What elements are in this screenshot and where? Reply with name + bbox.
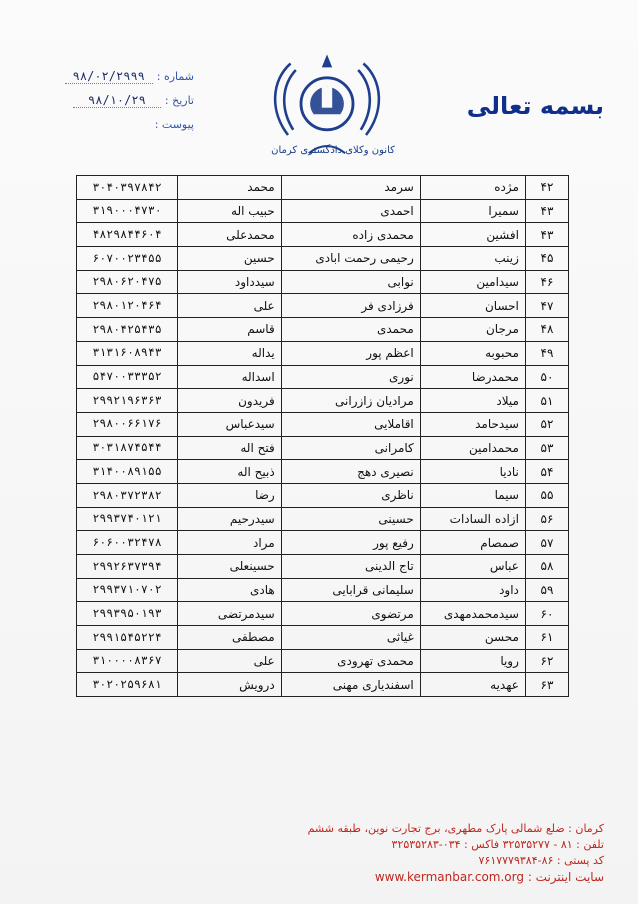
members-table-body xyxy=(77,176,569,697)
footer-address: کرمان : ضلع شمالی پارک مطهری، برج تجارت نوین، طبقه ششم xyxy=(307,821,604,835)
cell-id: ۶۰۷۰۰۲۳۴۵۵ xyxy=(77,247,178,271)
cell-last: نوابی xyxy=(281,270,420,294)
cell-id: ۴۸۲۹۸۴۴۶۰۴ xyxy=(77,223,178,247)
table-row xyxy=(77,436,569,460)
table-row xyxy=(77,649,569,673)
number-label: شماره : xyxy=(156,69,194,83)
table-row xyxy=(77,389,569,413)
cell-last: رحیمی رحمت ابادی xyxy=(281,247,420,271)
footer-site-url: www.kermanbar.com.org xyxy=(374,869,524,884)
table-row xyxy=(77,483,569,507)
table-row xyxy=(77,531,569,555)
cell-id: ۲۹۸۰۳۷۲۳۸۲ xyxy=(77,483,178,507)
table-row xyxy=(77,199,569,223)
cell-father: سیدعباس xyxy=(178,412,282,436)
cell-father: علی xyxy=(178,649,282,673)
number-row xyxy=(34,64,194,88)
cell-first: افشین xyxy=(420,223,525,247)
cell-first: محبوبه xyxy=(420,341,525,365)
cell-last: رفیع پور xyxy=(281,531,420,555)
cell-index: ۴۳ xyxy=(525,223,568,247)
table-row xyxy=(77,318,569,342)
cell-father: علی xyxy=(178,294,282,318)
cell-index: ۴۵ xyxy=(525,247,568,271)
cell-father: درویش xyxy=(178,673,282,697)
cell-index: ۴۲ xyxy=(525,176,568,200)
date-label: تاریخ : xyxy=(164,93,194,107)
cell-father: حسین xyxy=(178,247,282,271)
cell-last: نوری xyxy=(281,365,420,389)
cell-last: فرزادی فر xyxy=(281,294,420,318)
cell-first: ازاده السادات xyxy=(420,507,525,531)
cell-father: یداله xyxy=(178,341,282,365)
cell-father: قاسم xyxy=(178,318,282,342)
cell-index: ۶۳ xyxy=(525,673,568,697)
cell-first: سیدمحمدمهدی xyxy=(420,602,525,626)
cell-last: ناظری xyxy=(281,483,420,507)
cell-index: ۶۰ xyxy=(525,602,568,626)
cell-first: صمصام xyxy=(420,531,525,555)
attachment-row xyxy=(34,112,194,136)
cell-first: مرجان xyxy=(420,318,525,342)
cell-father: فریدون xyxy=(178,389,282,413)
cell-first: سمیرا xyxy=(420,199,525,223)
cell-id: ۳۰۳۱۸۷۴۵۴۴ xyxy=(77,436,178,460)
table-row xyxy=(77,176,569,200)
cell-first: عباس xyxy=(420,555,525,579)
cell-first: عهدیه xyxy=(420,673,525,697)
cell-index: ۶۲ xyxy=(525,649,568,673)
cell-father: فتح اله xyxy=(178,436,282,460)
footer-phone-fax xyxy=(244,837,604,853)
cell-id: ۳۰۲۰۲۵۹۶۸۱ xyxy=(77,673,178,697)
cell-last: کامرانی xyxy=(281,436,420,460)
cell-last: نصیری دهج xyxy=(281,460,420,484)
cell-father: مراد xyxy=(178,531,282,555)
cell-id: ۲۹۸۰۱۲۰۴۶۴ xyxy=(77,294,178,318)
cell-id: ۲۹۹۱۵۴۵۲۲۴ xyxy=(77,626,178,650)
table-row xyxy=(77,294,569,318)
members-table xyxy=(76,175,569,697)
cell-last: حسینی xyxy=(281,507,420,531)
cell-father: محمدعلی xyxy=(178,223,282,247)
table-row xyxy=(77,673,569,697)
cell-index: ۵۹ xyxy=(525,578,568,602)
cell-father: مصطفی xyxy=(178,626,282,650)
cell-last: تاج الدینی xyxy=(281,555,420,579)
cell-index: ۵۷ xyxy=(525,531,568,555)
footer-site xyxy=(244,869,604,886)
table-row xyxy=(77,578,569,602)
cell-first: زینب xyxy=(420,247,525,271)
cell-first: رویا xyxy=(420,649,525,673)
cell-id: ۲۹۸۰۴۲۵۴۳۵ xyxy=(77,318,178,342)
cell-father: سیدرحیم xyxy=(178,507,282,531)
cell-last: اسفندیاری مهنی xyxy=(281,673,420,697)
cell-first: احسان xyxy=(420,294,525,318)
cell-father: اسداله xyxy=(178,365,282,389)
cell-id: ۲۹۹۳۹۵۰۱۹۳ xyxy=(77,602,178,626)
cell-last: سلیمانی قرابایی xyxy=(281,578,420,602)
cell-last: سرمد xyxy=(281,176,420,200)
cell-index: ۴۶ xyxy=(525,270,568,294)
table-row xyxy=(77,365,569,389)
date-value: ۹۸/۱۰/۲۹ xyxy=(73,93,161,108)
bismillah-heading: بسمه تعالی xyxy=(466,92,604,120)
cell-index: ۵۵ xyxy=(525,483,568,507)
table-row xyxy=(77,602,569,626)
table-row xyxy=(77,247,569,271)
cell-index: ۴۹ xyxy=(525,341,568,365)
cell-index: ۵۳ xyxy=(525,436,568,460)
cell-index: ۵۸ xyxy=(525,555,568,579)
cell-id: ۳۱۴۰۰۸۹۱۵۵ xyxy=(77,460,178,484)
cell-father: حبیب اله xyxy=(178,199,282,223)
cell-id: ۲۹۹۳۷۴۰۱۲۱ xyxy=(77,507,178,531)
table-row xyxy=(77,412,569,436)
cell-father: سیدمرتضی xyxy=(178,602,282,626)
cell-father: رضا xyxy=(178,483,282,507)
cell-id: ۳۱۹۰۰۰۴۷۳۰ xyxy=(77,199,178,223)
cell-id: ۳۱۰۰۰۰۸۳۶۷ xyxy=(77,649,178,673)
cell-index: ۵۴ xyxy=(525,460,568,484)
cell-last: غیاثی xyxy=(281,626,420,650)
cell-father: سیدداود xyxy=(178,270,282,294)
cell-first: میلاد xyxy=(420,389,525,413)
cell-id: ۵۴۷۰۰۳۳۳۵۲ xyxy=(77,365,178,389)
footer-site-label: سایت اینترنت : xyxy=(527,869,604,884)
cell-last: محمدی زاده xyxy=(281,223,420,247)
organization-name: کانون وکلای دادگستری کرمان xyxy=(271,145,395,156)
cell-first: سیما xyxy=(420,483,525,507)
table-row xyxy=(77,223,569,247)
cell-last: احمدی xyxy=(281,199,420,223)
table-row xyxy=(77,507,569,531)
letterhead xyxy=(0,0,638,170)
cell-id: ۳۰۴۰۳۹۷۸۴۲ xyxy=(77,176,178,200)
cell-index: ۴۳ xyxy=(525,199,568,223)
cell-first: نادیا xyxy=(420,460,525,484)
cell-index: ۵۶ xyxy=(525,507,568,531)
cell-last: اقاملایی xyxy=(281,412,420,436)
cell-father: ذبیح اله xyxy=(178,460,282,484)
cell-id: ۳۱۳۱۶۰۸۹۴۳ xyxy=(77,341,178,365)
cell-first: محمدرضا xyxy=(420,365,525,389)
cell-id: ۲۹۹۳۷۱۰۷۰۲ xyxy=(77,578,178,602)
cell-first: مژده xyxy=(420,176,525,200)
cell-last: محمدی xyxy=(281,318,420,342)
cell-last: مرتضوی xyxy=(281,602,420,626)
footer-phone: تلفن : ۸۱ - ۳۲۵۳۵۲۷۷ xyxy=(502,837,604,851)
cell-father: حسینعلی xyxy=(178,555,282,579)
cell-id: ۲۹۹۲۶۳۷۳۹۴ xyxy=(77,555,178,579)
cell-father: هادی xyxy=(178,578,282,602)
table-row xyxy=(77,626,569,650)
cell-index: ۴۷ xyxy=(525,294,568,318)
cell-id: ۲۹۸۰۶۲۰۴۷۵ xyxy=(77,270,178,294)
table-row xyxy=(77,460,569,484)
table-row xyxy=(77,555,569,579)
cell-index: ۵۰ xyxy=(525,365,568,389)
table-row xyxy=(77,270,569,294)
cell-first: محمدامین xyxy=(420,436,525,460)
letter-meta xyxy=(34,64,194,136)
cell-last: مرادیان زازرانی xyxy=(281,389,420,413)
table-row xyxy=(77,341,569,365)
cell-last: اعظم پور xyxy=(281,341,420,365)
cell-index: ۵۱ xyxy=(525,389,568,413)
footer-fax: فاکس : ۰۳۴-۳۲۵۳۵۲۸۳ xyxy=(391,837,500,851)
cell-first: سیدامین xyxy=(420,270,525,294)
cell-id: ۲۹۸۰۰۶۶۱۷۶ xyxy=(77,412,178,436)
footer-contact xyxy=(244,821,604,886)
cell-id: ۲۹۹۲۱۹۶۳۶۳ xyxy=(77,389,178,413)
cell-last: محمدی تهرودی xyxy=(281,649,420,673)
cell-index: ۶۱ xyxy=(525,626,568,650)
date-row xyxy=(34,88,194,112)
cell-first: محسن xyxy=(420,626,525,650)
attachment-label: پیوست : xyxy=(154,117,194,131)
cell-first: داود xyxy=(420,578,525,602)
cell-father: محمد xyxy=(178,176,282,200)
cell-first: سیدحامد xyxy=(420,412,525,436)
footer-postal: کد پستی : ۸۶-۷۶۱۷۷۷۹۳۸۴ xyxy=(478,853,604,867)
cell-index: ۴۸ xyxy=(525,318,568,342)
cell-id: ۶۰۶۰۰۳۲۴۷۸ xyxy=(77,531,178,555)
cell-index: ۵۲ xyxy=(525,412,568,436)
number-value: ۹۸/۰۲/۲۹۹۹ xyxy=(65,69,153,84)
